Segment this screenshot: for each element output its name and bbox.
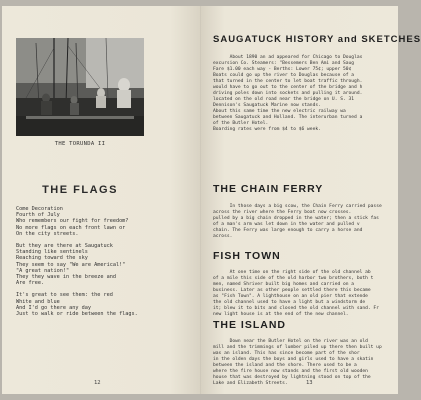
text-line: driving poles down into sockets and pulling it around. xyxy=(213,91,363,96)
poem-line: Come Decoration xyxy=(16,206,63,212)
text-line: Down near the Butler Hotel on the river was an old xyxy=(229,339,368,344)
text-line: Boats could go up the river to Douglas because of a xyxy=(213,73,355,78)
sailboat-photo-image xyxy=(16,38,144,136)
text-line: as "Fish Town". A lighthouse on an old pier that extende xyxy=(213,294,368,299)
history-text xyxy=(213,49,398,132)
poem-line: Are free. xyxy=(16,280,45,287)
text-line: of the Butler Hotel. xyxy=(213,121,269,126)
text-line: where the fire house now stands and the first old wooden xyxy=(213,369,368,374)
text-line: Dennison's Saugatuck Marine now stands. xyxy=(213,103,321,108)
poem-line: Fourth of July xyxy=(16,212,60,219)
chain-ferry-text xyxy=(213,198,398,239)
photo-caption: THE TORUNDA II xyxy=(54,141,106,147)
poem-line: Reaching toward the sky xyxy=(16,255,88,262)
text-line: mill and the trimmings of lumber piled up there then built up xyxy=(213,345,382,350)
text-line: was an island. This has since become part of the shor xyxy=(213,351,360,356)
poem-line: No more flags on each front lawn or xyxy=(16,224,126,231)
island-text xyxy=(213,333,398,386)
text-line: of a man's arm was let down in the water and pulled v xyxy=(213,222,360,227)
text-line: the old channel used to have a light but a windstorm de xyxy=(213,300,366,305)
poem-line: On the city streets. xyxy=(16,230,79,237)
sailboat-photo xyxy=(16,38,144,136)
text-line: Lake and Elizabeth Streets. xyxy=(213,381,288,386)
text-line: pulled by a big chain dropped in the water; then a stick fas xyxy=(213,216,379,221)
right-page-number: 13 xyxy=(306,380,313,386)
poem-line: And I'd go there any day xyxy=(16,304,91,311)
text-line: business. Later as other people settled there this became xyxy=(213,288,371,293)
text-line: across. xyxy=(213,234,233,239)
text-line: About this same time the new electric railway wa xyxy=(213,109,346,114)
left-page-number: 12 xyxy=(94,380,101,386)
text-line: chain. The Ferry was large enough to carry a horse and xyxy=(213,228,363,233)
text-line: in the olden days the boys and girls used to have a skatin xyxy=(213,357,374,362)
text-line: across the river where the Ferry boat now crosses. xyxy=(213,210,352,215)
history-title: SAUGATUCK HISTORY and SKETCHES xyxy=(213,34,421,45)
poem-line: White and blue xyxy=(16,298,60,305)
text-line: men, named Shriver built big homes and carried on a xyxy=(213,282,355,287)
fish-town-text xyxy=(213,264,398,317)
right-page xyxy=(201,6,421,394)
text-line: At one time on the right side of the old channel ab xyxy=(229,270,371,275)
poem-line: Who remembers our fight for freedom? xyxy=(16,218,129,225)
poem-line: Just to walk or ride between the flags. xyxy=(16,311,138,318)
chain-ferry-heading: THE CHAIN FERRY xyxy=(213,183,324,195)
poem-line: But they are there at Saugatuck xyxy=(16,243,113,250)
left-page xyxy=(2,6,201,394)
poem-line: They they wave in the breeze and xyxy=(16,274,116,281)
text-line: excursion Co. Steamers: "Bessemers Ben Ami and Saug xyxy=(213,61,355,66)
flags-poem xyxy=(16,206,191,317)
text-line: it; blew it to bits and closed the old channel with sand. Fr xyxy=(213,306,379,311)
text-line: that turned in the center to let boat traffic through. xyxy=(213,79,363,84)
text-line: would have to go out to the center of the bridge and h xyxy=(213,85,363,90)
text-line: Fare $1.00 each way - Berths: Lower 75¢; upper 50¢ xyxy=(213,67,352,72)
text-line: located on the old road near the bridge on U. S. 31 xyxy=(213,97,355,102)
poem-line: Standing like sentinels xyxy=(16,249,88,256)
island-heading: THE ISLAND xyxy=(213,319,286,331)
text-line: About 1890 an ad appeared for Chicago to Douglas xyxy=(229,55,363,60)
poem-line: It's great to see them: the red xyxy=(16,292,113,299)
text-line: Boarding rates were from $4 to $6 week. xyxy=(213,127,321,132)
text-line: between the island and the shore. There used to be a xyxy=(213,363,357,368)
flags-heading: THE FLAGS xyxy=(42,184,118,196)
text-line: In those days a big scow, the Chain Ferry carried passe xyxy=(229,204,382,209)
text-line: between Saugatuck and Holland. The interurban turned a xyxy=(213,115,363,120)
poem-line: They seem to say "We are Americal!" xyxy=(16,261,126,268)
text-line: of a mile this side of the old harbor two brothers, both t xyxy=(213,276,374,281)
text-line: house that was destroyed by lightning stood on top of the xyxy=(213,375,371,380)
fish-town-heading: FISH TOWN xyxy=(213,250,281,262)
text-line: new light house is at the end of the new channel. xyxy=(213,312,349,317)
poem-line: "A great nation!" xyxy=(16,267,70,274)
